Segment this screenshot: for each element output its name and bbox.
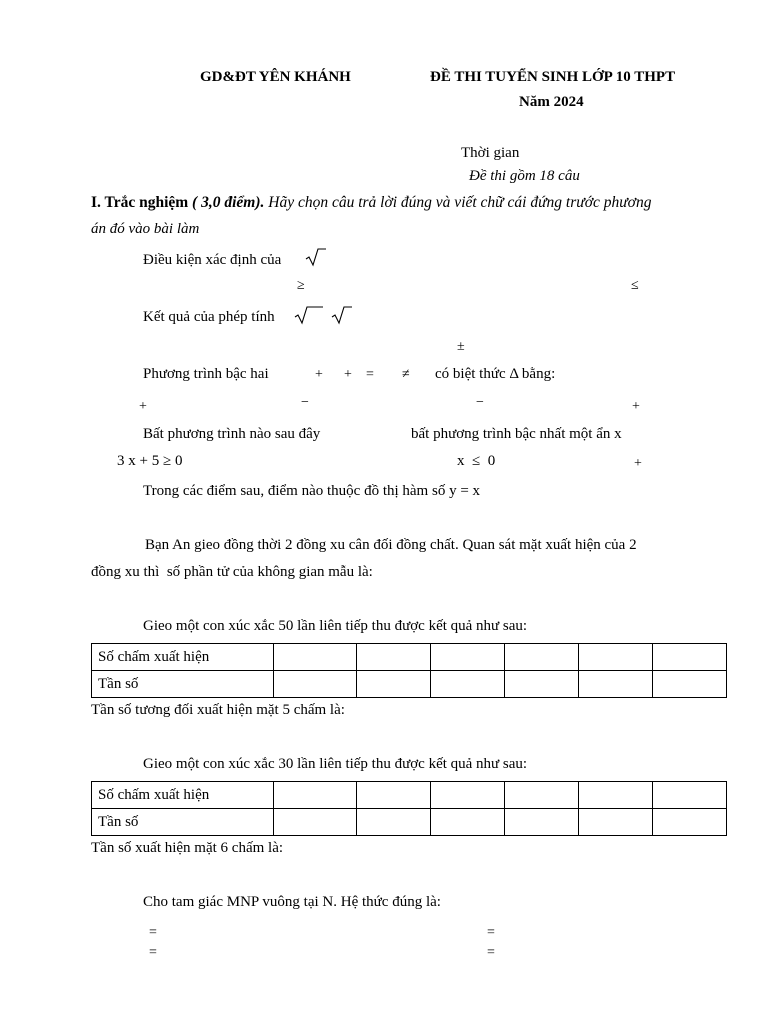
table-cell <box>357 809 431 836</box>
q3-operator: + <box>315 367 323 382</box>
q7-frequency-table <box>91 643 727 698</box>
table-cell <box>357 644 431 671</box>
sqrt-symbol-icon <box>294 305 324 325</box>
q8-question: Tần số xuất hiện mặt 6 chấm là: <box>91 840 284 856</box>
table-cell-label: Tần số <box>92 809 274 836</box>
q3-operator: ≠ <box>402 367 410 382</box>
q4-option-a: 3 x + 5 ≥ 0 <box>117 453 183 469</box>
sqrt-symbol-icon <box>305 247 327 267</box>
table-cell-label: Số chấm xuất hiện <box>92 782 274 809</box>
school-header: GD&ĐT YÊN KHÁNH <box>200 69 351 85</box>
table-row <box>92 809 727 836</box>
table-cell <box>653 671 727 698</box>
table-cell <box>579 809 653 836</box>
q1-option-symbol: ≤ <box>631 278 639 293</box>
q9-text: Cho tam giác MNP vuông tại N. Hệ thức đúng là: <box>143 894 441 910</box>
table-cell <box>579 644 653 671</box>
table-cell <box>274 809 357 836</box>
q1-option-symbol: ≥ <box>297 278 305 293</box>
q3-option-c: − <box>476 395 484 410</box>
section-points: ( 3,0 điểm). <box>192 194 265 211</box>
q7-question: Tần số tương đối xuất hiện mặt 5 chấm là: <box>91 702 345 718</box>
table-cell <box>653 644 727 671</box>
table-cell <box>505 809 579 836</box>
table-cell <box>274 671 357 698</box>
q3-option-a: + <box>139 399 147 414</box>
q4-text-b: bất phương trình bậc nhất một ẩn x <box>411 426 622 442</box>
q1-text: Điều kiện xác định của <box>143 252 282 268</box>
q3-operator: + <box>344 367 352 382</box>
table-cell <box>579 782 653 809</box>
q8-frequency-table <box>91 781 727 836</box>
table-cell <box>505 671 579 698</box>
table-cell <box>274 644 357 671</box>
exam-time-label: Thời gian <box>461 145 520 161</box>
table-cell <box>431 782 505 809</box>
q9-option-a: = <box>149 925 157 940</box>
q4-option-c: x ≤ 0 <box>457 453 496 469</box>
q3-option-d: + <box>632 399 640 414</box>
q3-text-b: có biệt thức Δ bằng: <box>435 366 556 382</box>
table-row <box>92 782 727 809</box>
table-cell-label: Tần số <box>92 671 274 698</box>
question-count: Đề thi gồm 18 câu <box>469 168 580 184</box>
q6-text: Bạn An gieo đồng thời 2 đồng xu cân đối đồng chất. Quan sát mặt xuất hiện của 2 <box>145 537 637 553</box>
q2-text: Kết quả của phép tính <box>143 309 275 325</box>
table-cell <box>357 671 431 698</box>
q7-text: Gieo một con xúc xắc 50 lần liên tiếp thu được kết quả như sau: <box>143 618 528 634</box>
q4-text: Bất phương trình nào sau đây <box>143 426 321 442</box>
section-instruction: Hãy chọn câu trả lời đúng và viết chữ cái đứng trước phương <box>268 194 652 211</box>
table-cell <box>653 809 727 836</box>
exam-title: ĐỀ THI TUYỂN SINH LỚP 10 THPT <box>430 69 676 85</box>
q9-option-d: = <box>487 945 495 960</box>
section-instruction-cont: án đó vào bài làm <box>91 221 200 237</box>
table-cell <box>579 671 653 698</box>
q4-option-d: + <box>634 456 642 471</box>
q9-option-c: = <box>149 945 157 960</box>
q8-text: Gieo một con xúc xắc 30 lần liên tiếp thu được kết quả như sau: <box>143 756 528 772</box>
q9-option-b: = <box>487 925 495 940</box>
table-cell <box>431 644 505 671</box>
table-cell <box>357 782 431 809</box>
table-cell <box>431 809 505 836</box>
q3-text: Phương trình bậc hai <box>143 366 269 382</box>
table-cell <box>505 644 579 671</box>
section-heading <box>91 193 651 212</box>
table-cell <box>505 782 579 809</box>
section-title: I. Trắc nghiệm <box>91 194 189 211</box>
q5-text: Trong các điểm sau, điểm nào thuộc đồ thị hàm số y = x <box>143 483 481 499</box>
table-cell <box>431 671 505 698</box>
table-cell <box>653 782 727 809</box>
table-cell <box>274 782 357 809</box>
q6-text-cont: đồng xu thì số phần tử của không gian mẫu là: <box>91 564 373 580</box>
sqrt-symbol-icon <box>331 305 353 325</box>
table-cell-label: Số chấm xuất hiện <box>92 644 274 671</box>
table-row <box>92 644 727 671</box>
exam-year: Năm 2024 <box>519 94 584 110</box>
q3-operator: = <box>366 367 374 382</box>
q2-option-symbol: ± <box>457 339 465 354</box>
q3-option-b: − <box>301 395 309 410</box>
table-row <box>92 671 727 698</box>
